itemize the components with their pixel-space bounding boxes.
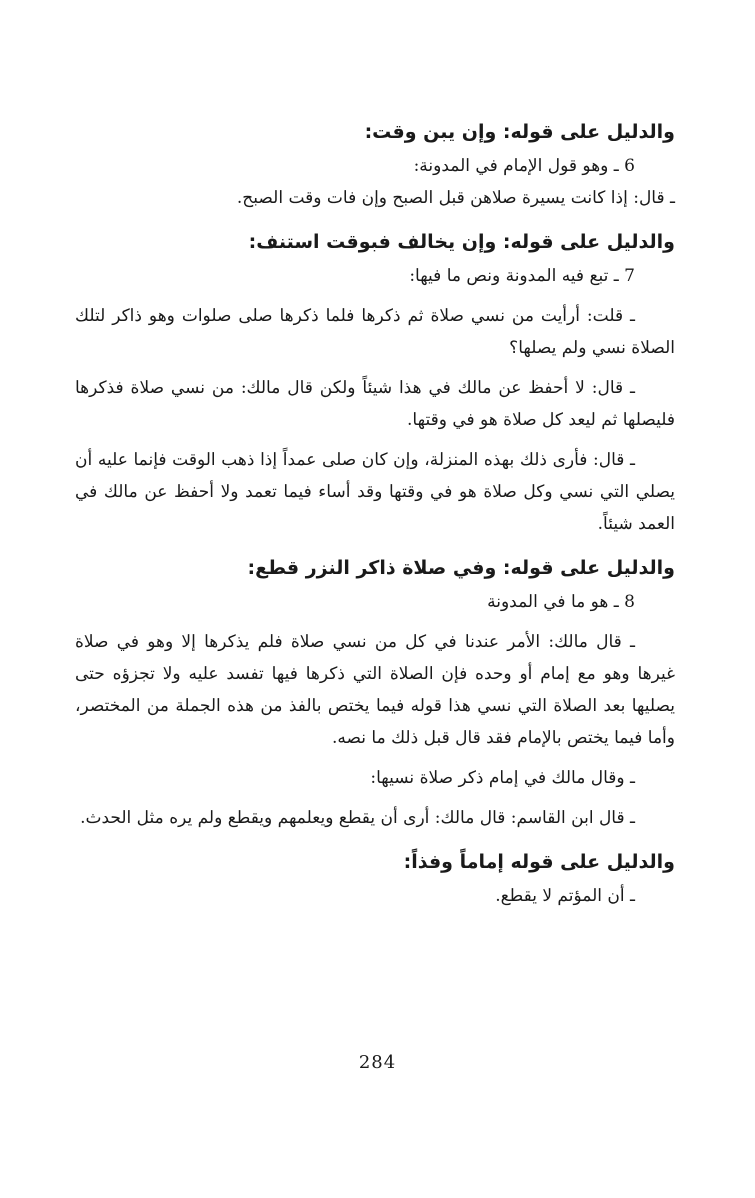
page-number: 284 bbox=[358, 1052, 397, 1073]
text-line: 7 ـ تبع فيه المدونة ونص ما فيها: bbox=[409, 266, 635, 286]
text-line: ـ وقال مالك في إمام ذكر صلاة نسيها: bbox=[370, 768, 635, 788]
paragraph: ـ قال: لا أحفظ عن مالك في هذا شيئاً ولكن قال مالك: من نسي صلاة فذكرها فليصلها ثم ليعد كل صلاة هو في وقتها. bbox=[75, 378, 675, 430]
text-line: ـ أن المؤتم لا يقطع. bbox=[495, 886, 635, 906]
text-line: 8 ـ هو ما في المدونة bbox=[487, 592, 635, 612]
paragraph: ـ قال ابن القاسم: قال مالك: أرى أن يقطع ويعلمهم ويقطع ولم يره مثل الحدث. bbox=[80, 808, 635, 828]
paragraph: ـ قال مالك: الأمر عندنا في كل من نسي صلاة فلم يذكرها إلا وهو في صلاة غيرها وهو مع إمام أو وحده فإن الصلاة التي ذكرها فيها تفسد عليه ولا تجزؤه حتى يصليها بعد الصلاة التي نسي هذا قوله فيما يختص بالفذ من هذه الجملة من المختصر، وأما فيما يختص بالإمام فقد قال قبل ذلك ما نصه. bbox=[75, 632, 675, 748]
section-heading: والدليل على قوله إماماً وفذاً: bbox=[403, 851, 675, 873]
section-heading: والدليل على قوله: وإن يبن وقت: bbox=[364, 121, 675, 143]
text-line: 6 ـ وهو قول الإمام في المدونة: bbox=[413, 156, 635, 176]
paragraph: ـ قال: فأرى ذلك بهذه المنزلة، وإن كان صلى عمداً إذا ذهب الوقت فإنما عليه أن يصلي التي نسي وكل صلاة هو في وقتها وقد أساء فيما تعمد ولا أحفظ عن مالك في العمد شيئاً. bbox=[75, 450, 675, 534]
paragraph: ـ قلت: أرأيت من نسي صلاة ثم ذكرها فلما ذكرها صلى صلوات وهو ذاكر لتلك الصلاة نسي ولم يصلها؟ bbox=[75, 306, 675, 358]
text-line: ـ قال: إذا كانت يسيرة صلاهن قبل الصبح وإن فات وقت الصبح. bbox=[236, 188, 675, 208]
section-heading: والدليل على قوله: وفي صلاة ذاكر النزر قطع: bbox=[247, 557, 675, 579]
section-heading: والدليل على قوله: وإن يخالف فبوقت استنف: bbox=[248, 231, 675, 253]
page-body bbox=[75, 112, 675, 912]
